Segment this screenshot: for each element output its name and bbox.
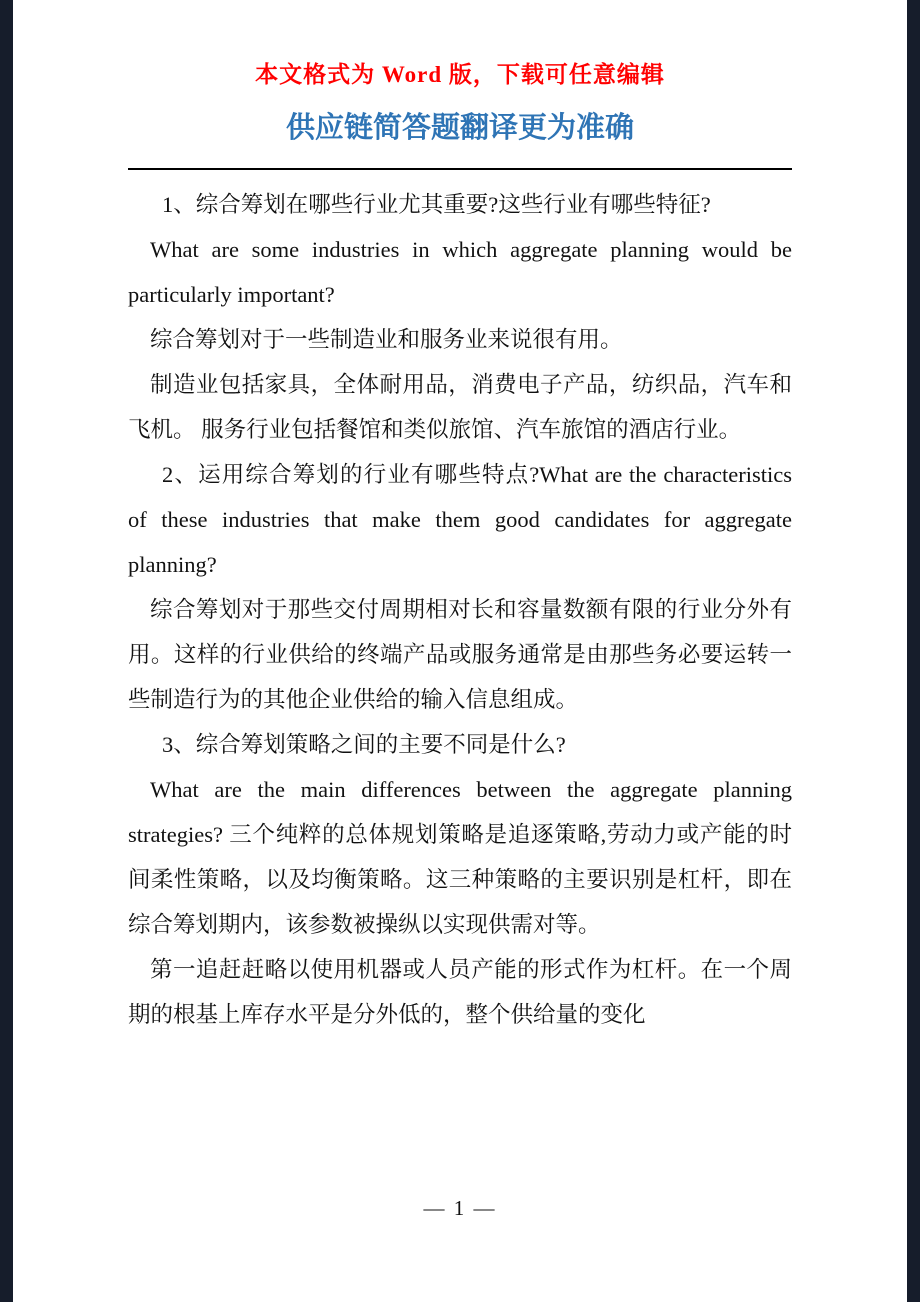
document-title: 供应链简答题翻译更为准确	[285, 112, 634, 144]
format-notice: 本文格式为 Word 版，下载可任意编辑	[255, 62, 665, 87]
left-edge-bar	[0, 0, 13, 1302]
paragraph: 制造业包括家具，全体耐用品，消费电子产品，纺织品，汽车和飞机。 服务行业包括餐馆和类似旅馆、汽车旅馆的酒店行业。	[128, 372, 792, 442]
page-number: — 1 —	[423, 1196, 497, 1220]
paragraph: 3、综合筹划策略之间的主要不同是什么?	[162, 732, 566, 757]
paragraph: 综合筹划对于一些制造业和服务业来说很有用。	[150, 327, 623, 352]
paragraph: What are some industries in which aggregate planning would be particularly important?	[128, 237, 792, 307]
paragraph: 第一追赶赶略以使用机器或人员产能的形式作为杠杆。在一个周期的根基上库存水平是分外低的，整个供给量的变化	[128, 957, 792, 1027]
document-body	[128, 170, 792, 1037]
paragraph: 1、综合筹划在哪些行业尤其重要?这些行业有哪些特征?	[162, 192, 711, 217]
paragraph: What are the main differences between the aggregate planning strategies? 三个纯粹的总体规划策略是追逐策略,劳动力或产能的时间柔性策略，以及均衡策略。这三种策略的主要识别是杠杆，即在综合筹划期内，该参数被操纵以实现供需对等。	[128, 777, 792, 937]
right-edge-bar	[907, 0, 920, 1302]
paragraph: 2、运用综合筹划的行业有哪些特点?What are the characteristics of these industries that make them good candidates for aggregate planning?	[128, 462, 792, 577]
paragraph: 综合筹划对于那些交付周期相对长和容量数额有限的行业分外有用。这样的行业供给的终端产品或服务通常是由那些务必要运转一些制造行为的其他企业供给的输入信息组成。	[128, 597, 792, 712]
